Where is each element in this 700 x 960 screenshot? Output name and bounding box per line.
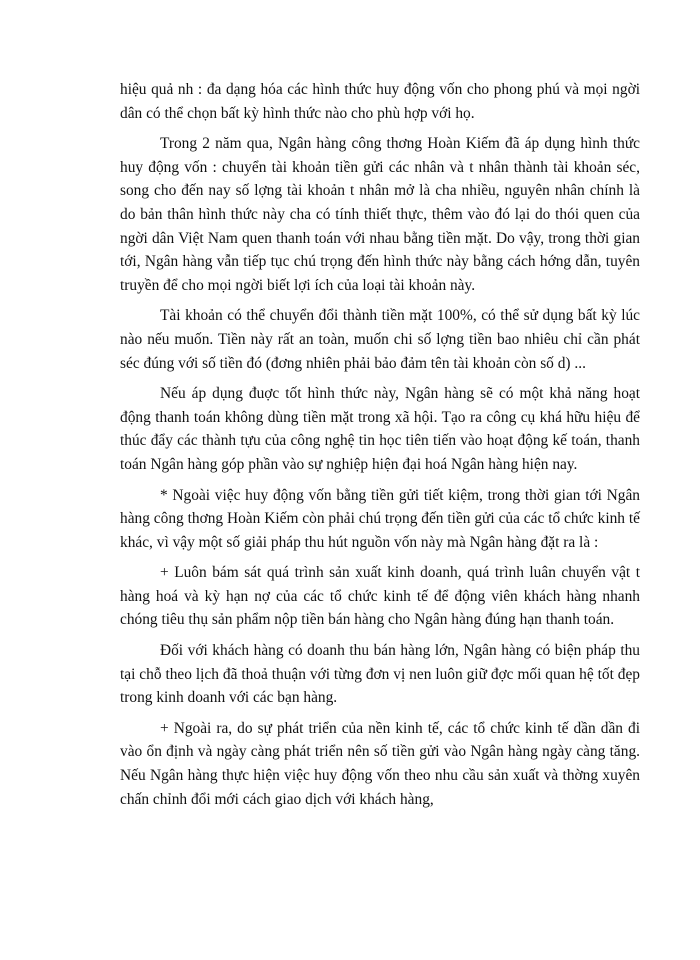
document-page (120, 78, 640, 818)
paragraph-7: Đối với khách hàng có doanh thu bán hàng lớn, Ngân hàng có biện pháp thu tại chỗ theo lịch đã thoả thuận với từng đơn vị nen luôn giữ đợc mối quan hệ tốt đẹp trong kinh doanh với các bạn hàng. (120, 642, 640, 707)
paragraph-6: + Luôn bám sát quá trình sản xuất kinh doanh, quá trình luân chuyển vật t hàng hoá và kỳ hạn nợ của các tổ chức kinh tế để động viên khách hàng nhanh chóng tiêu thụ sản phẩm nộp tiền bán hàng cho Ngân hàng đúng hạn thanh toán. (120, 564, 640, 629)
paragraph-4: Nếu áp dụng đuợc tốt hình thức này, Ngân hàng sẽ có một khả năng hoạt động thanh toán không dùng tiền mặt trong xã hội. Tạo ra công cụ khá hữu hiệu để thúc đẩy các thành tựu của công nghệ tin học tiên tiến vào hoạt động kế toán, thanh toán Ngân hàng góp phần vào sự nghiệp hiện đại hoá Ngân hàng hiện nay. (120, 385, 640, 473)
paragraph-2: Trong 2 năm qua, Ngân hàng công thơng Hoàn Kiếm đã áp dụng hình thức huy động vốn : chuyển tài khoản tiền gửi các nhân và t nhân thành tài khoản séc, song cho đến nay số lợng tài khoản t nhân mở là cha nhiều, nguyên nhân chính là do bản thân hình thức này cha có tính thiết thực, thêm vào đó lại do thói quen của ngời dân Việt Nam quen thanh toán với nhau bằng tiền mặt. Do vậy, trong thời gian tới, Ngân hàng vẫn tiếp tục chú trọng đến hình thức này bằng cách hớng dẫn, tuyên truyền để cho mọi ngời biết lợi ích của loại tài khoản này. (120, 135, 640, 294)
paragraph-3: Tài khoản có thể chuyển đổi thành tiền mặt 100%, có thể sử dụng bất kỳ lúc nào nếu muốn. Tiền này rất an toàn, muốn chi số lợng tiền bao nhiêu chỉ cần phát séc đúng với số tiền đó (đơng nhiên phải bảo đảm tên tài khoản còn số d) ... (120, 307, 640, 372)
paragraph-1: hiệu quả nh : đa dạng hóa các hình thức huy động vốn cho phong phú và mọi ngời dân có thể chọn bất kỳ hình thức nào cho phù hợp với họ. (120, 81, 640, 122)
paragraph-5: * Ngoài việc huy động vốn bằng tiền gửi tiết kiệm, trong thời gian tới Ngân hàng công thơng Hoàn Kiếm còn phải chú trọng đến tiền gửi của các tổ chức kinh tế khác, vì vậy một số giải pháp thu hút nguồn vốn này mà Ngân hàng đặt ra là : (120, 486, 640, 551)
paragraph-8: + Ngoài ra, do sự phát triển của nền kinh tế, các tổ chức kinh tế dần dần đi vào ổn định và ngày càng phát triển nên số tiền gửi vào Ngân hàng ngày càng tăng. Nếu Ngân hàng thực hiện việc huy động vốn theo nhu cầu sản xuất và thờng xuyên chấn chỉnh đổi mới cách giao dịch với khách hàng, (120, 719, 640, 808)
